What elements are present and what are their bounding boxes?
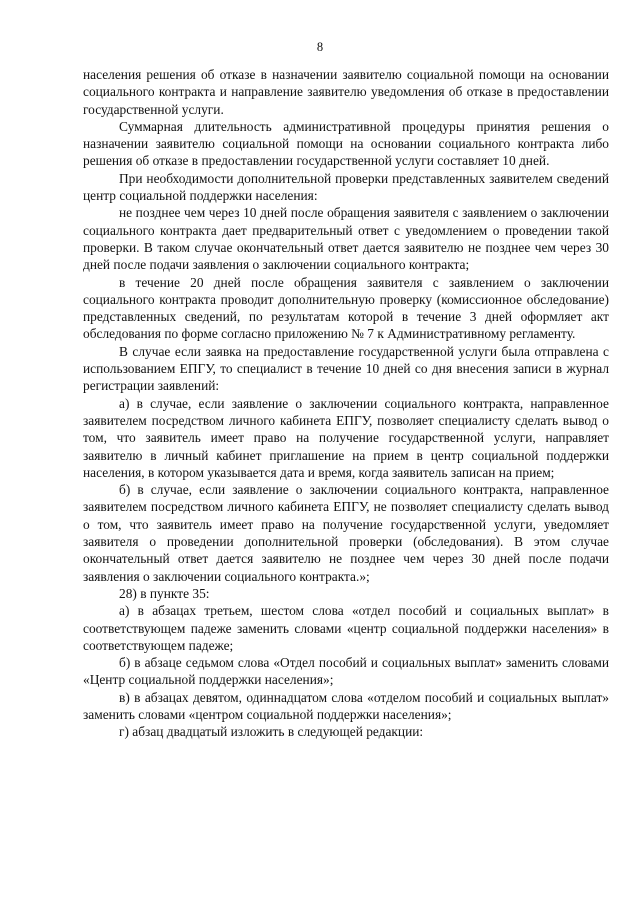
paragraph-1: населения решения об отказе в назначении заявителю социальной помощи на основании социального контракта и направление заявителю уведомления об отказе в предоставлении государственной услуги. bbox=[83, 67, 609, 117]
paragraph-4: не позднее чем через 10 дней после обращения заявителя с заявлением о заключении социального контракта дает предварительный ответ с уведомлением о проведении такой проверки. В таком случае окончательный ответ дается заявителю не позднее чем через 30 дней после подачи заявления о заключении социального контракта; bbox=[83, 205, 609, 273]
paragraph-2: Суммарная длительность административной процедуры принятия решения о назначении заявителю социальной помощи на основании социального контракта либо решения об отказе в предоставлении государственной услуги составляет 10 дней. bbox=[83, 118, 609, 169]
paragraph-13: г) абзац двадцатый изложить в следующей редакции: bbox=[119, 724, 424, 740]
page-number: 8 bbox=[316, 40, 324, 54]
paragraph-12: в) в абзацах девятом, одиннадцатом слова «отделом пособий и социальных выплат» заменить словами «центром социальной поддержки населения»; bbox=[83, 689, 609, 722]
paragraph-5: в течение 20 дней после обращения заявителя с заявлением о заключении социального контракта проводит дополнительную проверку (комиссионное обследование) представленных сведений, по результатам которой в течение 3 дней оформляет акт обследования по форме согласно приложению № 7 к Административному регламенту. bbox=[83, 274, 609, 342]
document-body bbox=[83, 66, 609, 741]
paragraph-10: а) в абзацах третьем, шестом слова «отдел пособий и социальных выплат» в соответствующем падеже заменить словами «центр социальной поддержки населения» в соответствующем падеже; bbox=[83, 603, 609, 653]
paragraph-11: б) в абзаце седьмом слова «Отдел пособий и социальных выплат» заменить словами «Центр социальной поддержки населения»; bbox=[83, 655, 609, 688]
paragraph-3: При необходимости дополнительной проверки представленных заявителем сведений центр социальной поддержки населения: bbox=[83, 170, 609, 204]
paragraph-8: б) в случае, если заявление о заключении социального контракта, направленное заявителем посредством личного кабинета ЕПГУ, не позволяет специалисту сделать вывод о том, что заявитель имеет право на получение государственной услуги, уведомляет заявителя о проведении дополнительной проверки (обследования). В этом случае окончательный ответ дается заявителю не позднее чем через 30 дней после подачи заявления о заключении социального контракта.»; bbox=[83, 482, 609, 584]
paragraph-7: а) в случае, если заявление о заключении социального контракта, направленное заявителем посредством личного кабинета ЕПГУ, позволяет специалисту сделать вывод о том, что заявитель имеет право на получение государственной услуги, направляет заявителю в личный кабинет приглашение на прием в центр социальной поддержки населения, в котором указывается дата и время, когда заявитель записан на прием; bbox=[83, 395, 609, 480]
paragraph-9: 28) в пункте 35: bbox=[119, 585, 210, 601]
paragraph-6: В случае если заявка на предоставление государственной услуги была отправлена с использованием ЕПГУ, то специалист в течение 10 дней со дня внесения записи в журнал регистрации заявлений: bbox=[83, 343, 609, 394]
